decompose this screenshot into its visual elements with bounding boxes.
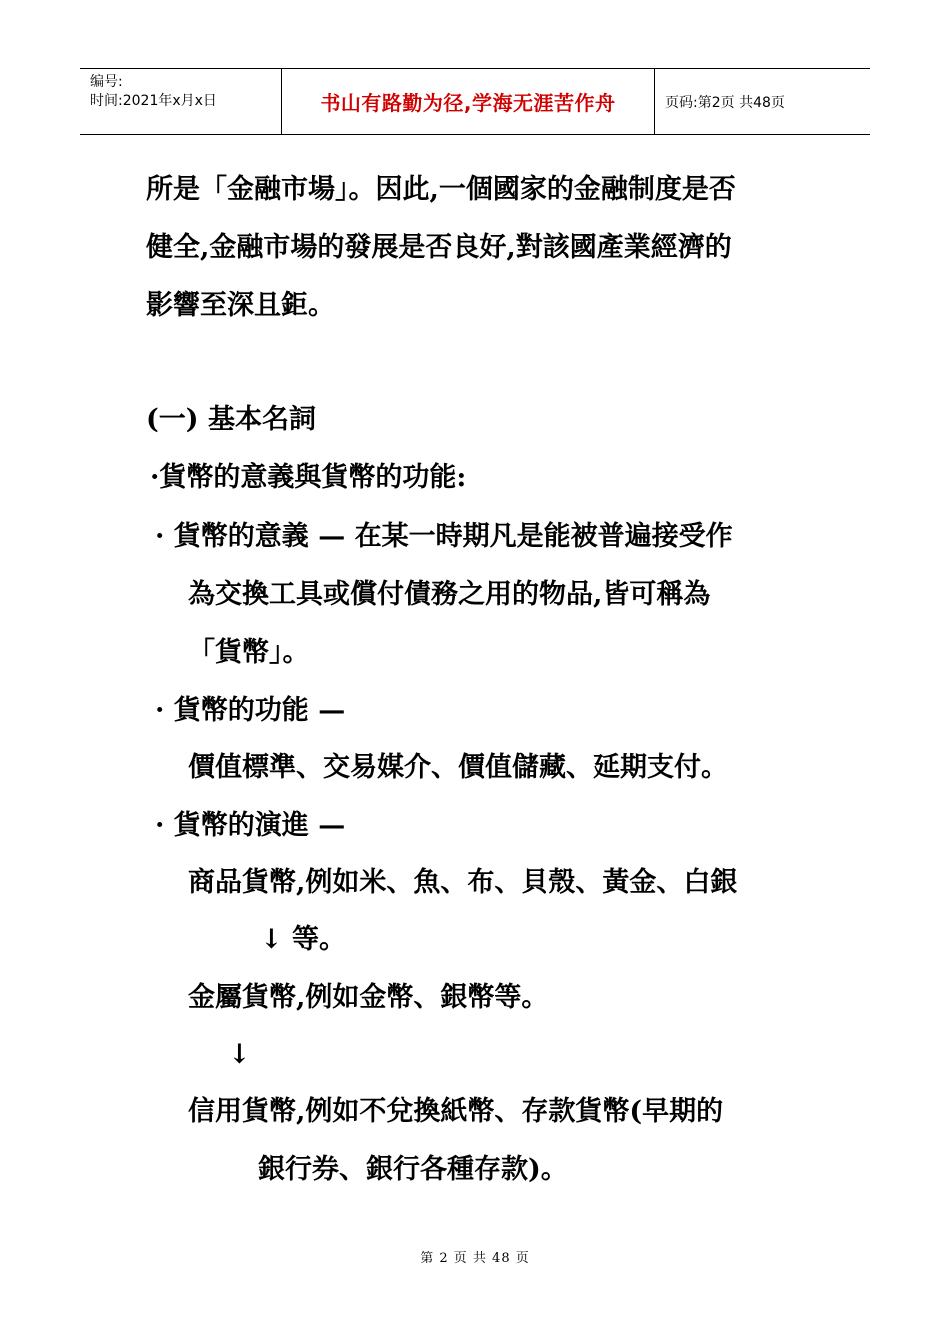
header-motto: 书山有路勤为径,学海无涯苦作舟 <box>282 69 655 134</box>
paragraph-line-3: 影響至深且鉅。 <box>146 290 335 321</box>
commodity-money-cont: ↓ 等。 <box>260 924 347 955</box>
document-number-label: 编号: <box>90 74 123 90</box>
bullet-money-functions: · 貨幣的功能 — <box>155 695 346 726</box>
credit-money-cont: 銀行券、銀行各種存款)。 <box>258 1154 568 1185</box>
subheading-money-meaning-functions: ·貨幣的意義與貨幣的功能: <box>150 462 467 493</box>
document-time-label: 时间:2021年x月x日 <box>90 93 217 109</box>
paragraph-line-2: 健全,金融市場的發展是否良好,對該國產業經濟的 <box>146 232 732 263</box>
header-meta <box>80 69 282 134</box>
bullet-money-meaning: · 貨幣的意義 — 在某一時期凡是能被普遍接受作 <box>155 521 733 552</box>
header-page-info: 页码:第2页 共48页 <box>665 94 785 111</box>
metal-money-line: 金屬貨幣,例如金幣、銀幣等。 <box>188 982 549 1013</box>
page-header <box>80 68 870 135</box>
bullet-money-meaning-cont-1: 為交換工具或償付債務之用的物品,皆可稱為 <box>188 579 711 610</box>
page-footer: 第 2 页 共 48 页 <box>420 1251 530 1266</box>
bullet-money-meaning-cont-2: 「貨幣」。 <box>188 637 310 668</box>
money-functions-list: 價值標準、交易媒介、價值儲藏、延期支付。 <box>188 752 728 783</box>
commodity-money-line: 商品貨幣,例如米、魚、布、貝殼、黃金、白銀 <box>188 867 738 898</box>
down-arrow-icon: ↓ <box>228 1039 251 1070</box>
credit-money-line: 信用貨幣,例如不兌換紙幣、存款貨幣(早期的 <box>188 1096 724 1127</box>
section-heading: (一) 基本名詞 <box>146 404 316 435</box>
bullet-money-evolution: · 貨幣的演進 — <box>155 810 346 841</box>
paragraph-line-1: 所是「金融市場」。因此,一個國家的金融制度是否 <box>146 174 736 205</box>
